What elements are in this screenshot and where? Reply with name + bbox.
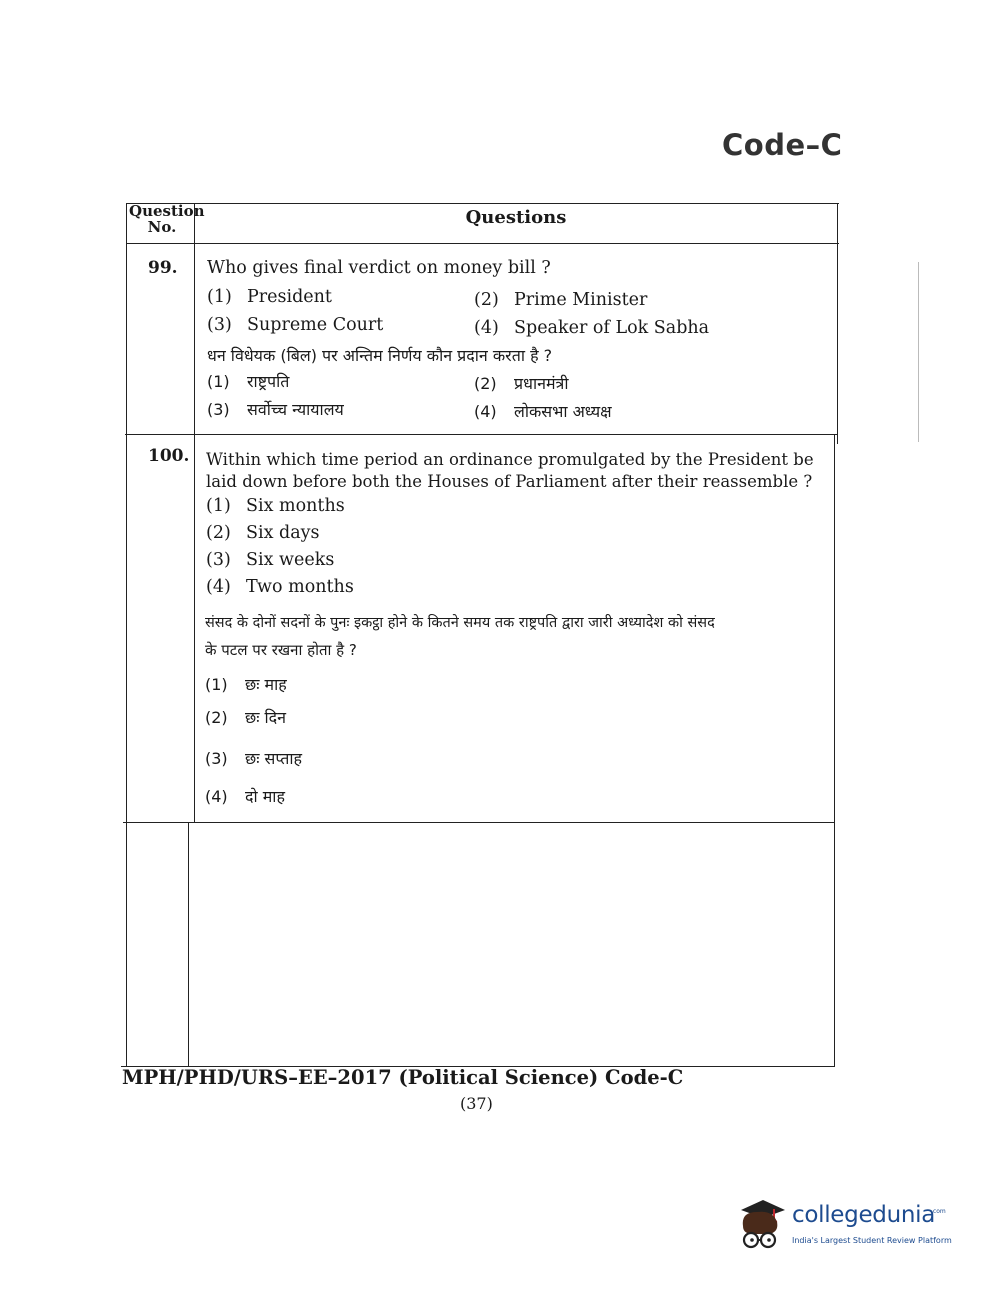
row-divider-100 xyxy=(123,822,835,823)
option-number: (1) xyxy=(207,287,232,307)
option-text: राष्ट्रपति xyxy=(247,372,290,391)
code-label: Code–C xyxy=(722,128,843,162)
option-text: Six days xyxy=(246,523,320,543)
table-left-border xyxy=(126,203,127,1067)
option-text: छः माह xyxy=(245,675,287,694)
scan-edge-line xyxy=(918,262,919,442)
collegedunia-logo[interactable] xyxy=(735,1196,960,1254)
option-text: Supreme Court xyxy=(247,315,384,335)
q99-hindi-option-4 xyxy=(474,400,612,422)
header-question-no: Question No. xyxy=(129,202,205,236)
exam-footer: MPH/PHD/URS–EE–2017 (Political Science) Code-C xyxy=(122,1066,684,1089)
option-text: सर्वोच्च न्यायालय xyxy=(247,400,344,419)
column-divider xyxy=(194,203,195,823)
option-text: Speaker of Lok Sabha xyxy=(514,318,710,338)
row-divider-99 xyxy=(125,434,838,435)
option-number: (4) xyxy=(206,577,231,597)
question-99-text: Who gives final verdict on money bill ? xyxy=(207,258,551,278)
header-bottom-border xyxy=(127,243,839,244)
option-number: (4) xyxy=(474,318,499,338)
column-divider-lower xyxy=(188,822,189,1067)
logo-domain: .com xyxy=(931,1208,946,1215)
page-number: (37) xyxy=(460,1094,493,1113)
q100-hindi-option-1 xyxy=(205,673,287,695)
option-text: दो माह xyxy=(245,787,285,806)
q100-hindi-option-2 xyxy=(205,706,286,728)
option-text: Six weeks xyxy=(246,550,335,570)
q100-option-2 xyxy=(206,523,320,543)
q99-hindi-option-3 xyxy=(207,398,344,420)
option-number: (2) xyxy=(474,290,499,310)
question-100-number: 100. xyxy=(148,446,190,466)
q99-hindi-option-1 xyxy=(207,370,289,392)
q99-option-4 xyxy=(474,318,709,338)
option-text: छः सप्ताह xyxy=(245,749,303,768)
q99-option-1 xyxy=(207,287,332,307)
option-number: (3) xyxy=(205,749,228,768)
option-number: (4) xyxy=(205,787,228,806)
table-right-border-lower xyxy=(834,434,835,1067)
table-top-border xyxy=(127,203,839,204)
option-number: (4) xyxy=(474,402,497,421)
header-questions: Questions xyxy=(465,207,567,228)
q100-option-1 xyxy=(206,496,345,516)
q99-option-2 xyxy=(474,290,647,310)
question-100-text-line1: Within which time period an ordinance promulgated by the President be xyxy=(206,450,814,469)
option-text: President xyxy=(247,287,332,307)
option-number: (3) xyxy=(207,315,232,335)
option-number: (2) xyxy=(474,374,497,393)
q100-option-4 xyxy=(206,577,354,597)
option-text: Prime Minister xyxy=(514,290,648,310)
option-number: (1) xyxy=(205,675,228,694)
question-100-hindi-text-line1: संसद के दोनों सदनों के पुनः इकट्ठा होने के कितने समय तक राष्ट्रपति द्वारा जारी अध्यादेश को संसद xyxy=(205,615,715,631)
option-text: लोकसभा अध्यक्ष xyxy=(514,402,612,421)
question-99-number: 99. xyxy=(148,258,178,278)
mascot-icon xyxy=(735,1196,791,1254)
option-text: प्रधानमंत्री xyxy=(514,374,569,393)
option-text: Six months xyxy=(246,496,345,516)
option-number: (3) xyxy=(206,550,231,570)
logo-wordmark: collegedunia xyxy=(792,1202,936,1228)
option-number: (3) xyxy=(207,400,230,419)
option-text: Two months xyxy=(246,577,354,597)
question-100-hindi-text-line2: के पटल पर रखना होता है ? xyxy=(205,641,357,659)
q100-option-3 xyxy=(206,550,334,570)
option-number: (1) xyxy=(206,496,231,516)
option-text: छः दिन xyxy=(245,708,287,727)
question-99-hindi-text: धन विधेयक (बिल) पर अन्तिम निर्णय कौन प्रदान करता है ? xyxy=(207,346,553,365)
option-number: (2) xyxy=(205,708,228,727)
logo-tagline: India's Largest Student Review Platform xyxy=(792,1236,952,1245)
q99-option-3 xyxy=(207,315,383,335)
q99-hindi-option-2 xyxy=(474,372,569,394)
question-100-text-line2: laid down before both the Houses of Parliament after their reassemble ? xyxy=(206,472,813,491)
option-number: (2) xyxy=(206,523,231,543)
option-number: (1) xyxy=(207,372,230,391)
q100-hindi-option-4 xyxy=(205,785,285,807)
q100-hindi-option-3 xyxy=(205,747,302,769)
table-right-border xyxy=(837,203,838,444)
